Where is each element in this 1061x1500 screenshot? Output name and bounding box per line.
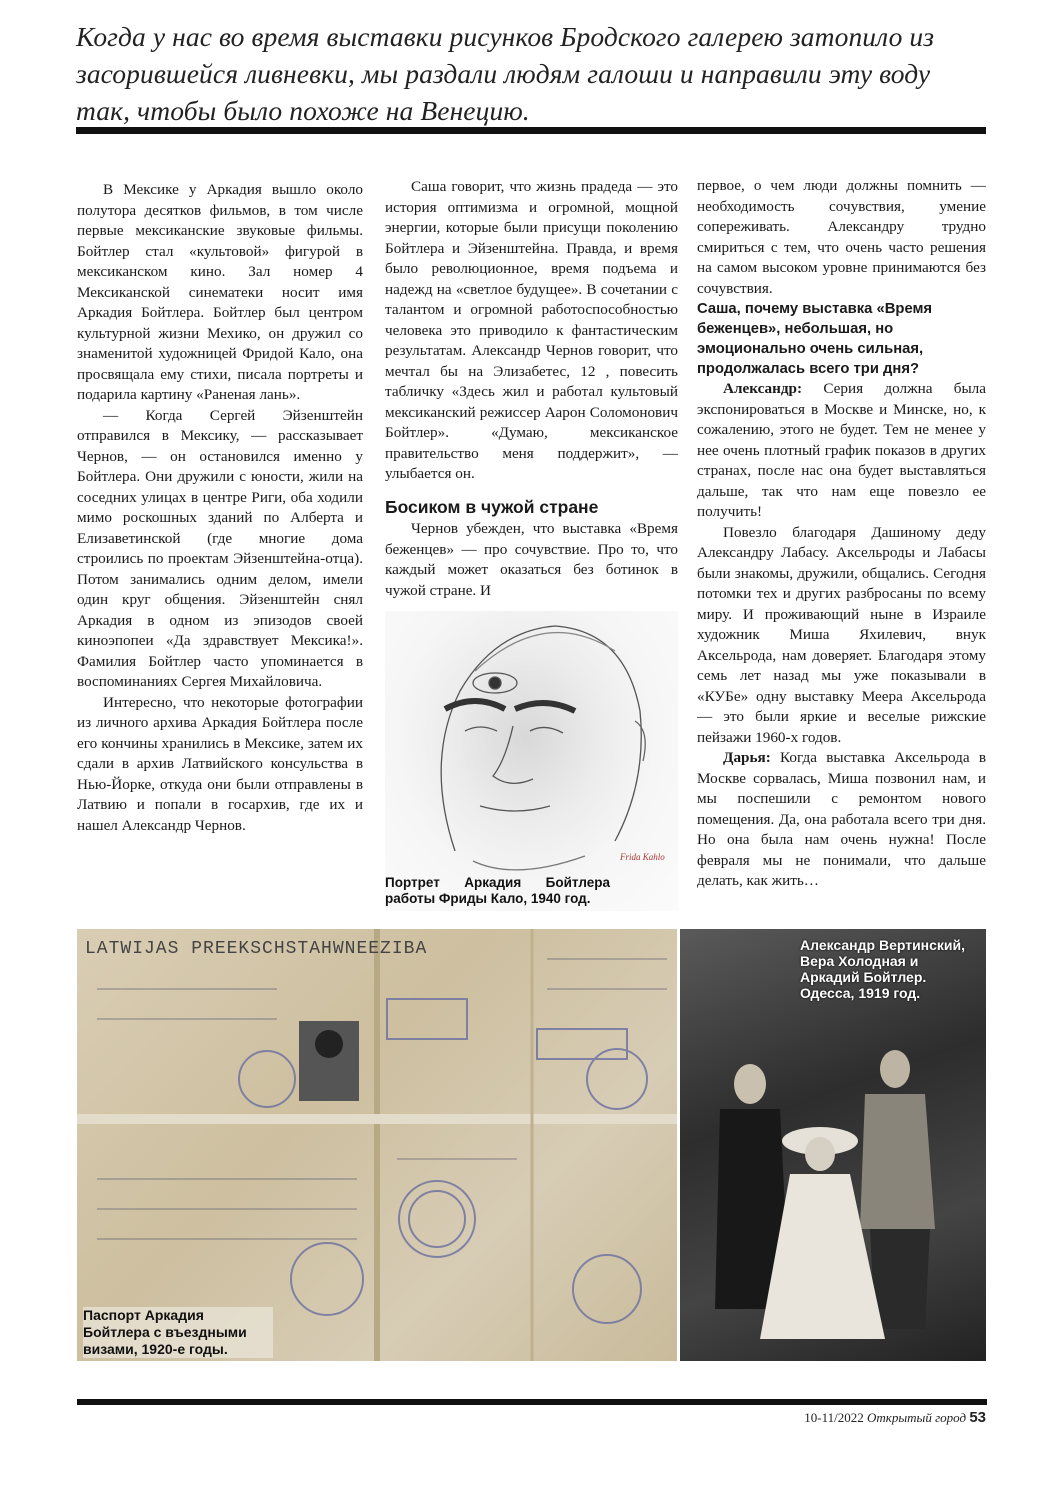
paragraph: Повезло благодаря Дашиному деду Александру Лабасу. Аксельроды и Лабасы были знакомы, дружили, общались. Сегодня потомки тех и других разбросаны по всему миру. И проживающий ныне в Израиле художник Миша Яхилевич, внук Аксельрода, нам доверяет. Благодаря этому семь лет назад мы уже показывали в «КУБе» одну выставку Меера Аксельрода — это были яркие и веселые рижские пейзажи 1960-х годов. bbox=[697, 523, 986, 746]
divider bbox=[76, 127, 986, 134]
column-3 bbox=[697, 176, 986, 892]
paragraph: Интересно, что некоторые фотографии из личного архива Аркадия Бойтлера после его кончины хранились в Мексике, затем их сдали в архив Латвийского консульства в Нью-Йорке, откуда они были отправлены в Латвию и попали в госархив, где их и нашел Александр Чернов. bbox=[77, 693, 363, 834]
page-footer bbox=[77, 1409, 986, 1426]
speaker: Дарья: bbox=[723, 749, 771, 766]
paragraph: Саша говорит, что жизнь прадеда — это история оптимизма и огромной, мощной энергии, которые были присущи поколению Бойтлера и Эйзенштейна. Правда, и время было революционное, время подъема и надежд на «светлое будущее». В сочетании с талантом и огромной работоспособностью человека это приводило к фантастическим результатам. Александр Чернов говорит, что мечтал бы на Элизабетес, 12 , повесить табличку «Здесь жил и работал культовый мексиканский режиссер Аарон Соломонович Бойтлер». «Думаю, мексиканское правительство меня поддержит», — улыбается он. bbox=[385, 178, 678, 482]
answer-text: Серия должна была экспонироваться в Москве и Минске, но, к сожалению, этого не будет. Тем не менее у нее очень плотный график показов в других странах, после нас она будет выставляться дальше, так что нам еще повезло ее получить! bbox=[697, 380, 986, 520]
historic-photo bbox=[680, 929, 986, 1361]
paragraph: Чернов убежден, что выставка «Время беженцев» — про сочувствие. Про то, что каждый может оказаться без ботинок в чужой стране. И bbox=[385, 520, 678, 599]
magazine-name: Открытый город bbox=[866, 1410, 967, 1425]
speaker: Александр: bbox=[723, 380, 803, 397]
portrait-caption: Портрет Аркадия Бойтлера работы Фриды Кало, 1940 год. bbox=[385, 875, 610, 906]
passport-header: LATWIJAS PREEKSCHSTAHWNEEZIBA bbox=[85, 939, 428, 959]
signature: Frida Kahlo bbox=[620, 852, 665, 862]
page-number: 53 bbox=[969, 1409, 986, 1426]
paragraph: В Мексике у Аркадия вышло около полутора десятков фильмов, в том числе первые мексиканские звуковые фильмы. Бойтлер стал «культовой» фигурой в мексиканском кино. Зал номер 4 Мексиканской синематеки носит имя Аркадия Бойтлера. Бойтлер был центром культурной жизни Мехико, он дружил со знаменитой художницей Фридой Кало, она просвящала ему стихи, писала портреты и подарила картину «Раненая лань». bbox=[77, 181, 363, 403]
portrait-sketch bbox=[385, 611, 678, 871]
passport-scan bbox=[77, 929, 677, 1361]
columns bbox=[77, 176, 986, 911]
issue-date: 10-11/2022 bbox=[804, 1410, 864, 1425]
footer-divider bbox=[77, 1399, 987, 1405]
photo-strip bbox=[77, 929, 986, 1361]
article-body bbox=[77, 176, 986, 1426]
pull-quote: Когда у нас во время выставки рисунков Бродского галерею затопило из засорившейся ливневки, мы раздали людям галоши и направили эту воду так, чтобы было похоже на Венецию. bbox=[76, 21, 935, 126]
paragraph: — Когда Сергей Эйзенштейн отправился в Мексику, — рассказывает Чернов, — он остановился именно у Бойтлера. Они дружили с юности, жили на соседних улицах в центре Риги, оба ходили мимо роскошных зданий по Алберта и Елизаветинской (где многие дома строились по проектам Эйзенштейна-отца). Потом занимались одним делом, имели один круг общения. Эйзенштейн снял Аркадия в одном из эпизодов своей киноэпопеи «Да здравствует Мексика!». Фамилия Бойтлер часто упоминается в воспоминаниях Сергея Михайловича. bbox=[77, 406, 363, 690]
column-2 bbox=[385, 177, 678, 911]
portrait-image bbox=[385, 611, 678, 911]
subheading: Босиком в чужой стране bbox=[385, 496, 599, 517]
passport-image bbox=[77, 929, 677, 1361]
paragraph bbox=[697, 748, 986, 892]
photo-caption: Александр Вертинский, Вера Холодная и Аркадий Бойтлер. Одесса, 1919 год. bbox=[800, 937, 966, 1001]
paragraph bbox=[697, 379, 986, 523]
interview-question: Саша, почему выставка «Время беженцев», небольшая, но эмоционально очень сильная, продолжалась всего три дня? bbox=[697, 301, 933, 377]
column-1 bbox=[77, 180, 363, 836]
passport-caption: Паспорт Аркадия Бойтлера с въездными визами, 1920-е годы. bbox=[83, 1307, 273, 1358]
answer-text: Когда выставка Аксельрода в Москве сорвалась, Миша позвонил нам, и мы поспешили с ремонтом нового помещения. Да, она работала всего три дня. Но она была нам очень нужна! После февраля мы не понимали, что дальше делать, как жить… bbox=[697, 749, 986, 889]
paragraph: первое, о чем люди должны помнить — необходимость сочувствия, умение сопереживать. Александру трудно смириться с тем, что очень часто решения на самом высоком уровне принимаются без сочувствия. bbox=[697, 177, 986, 297]
